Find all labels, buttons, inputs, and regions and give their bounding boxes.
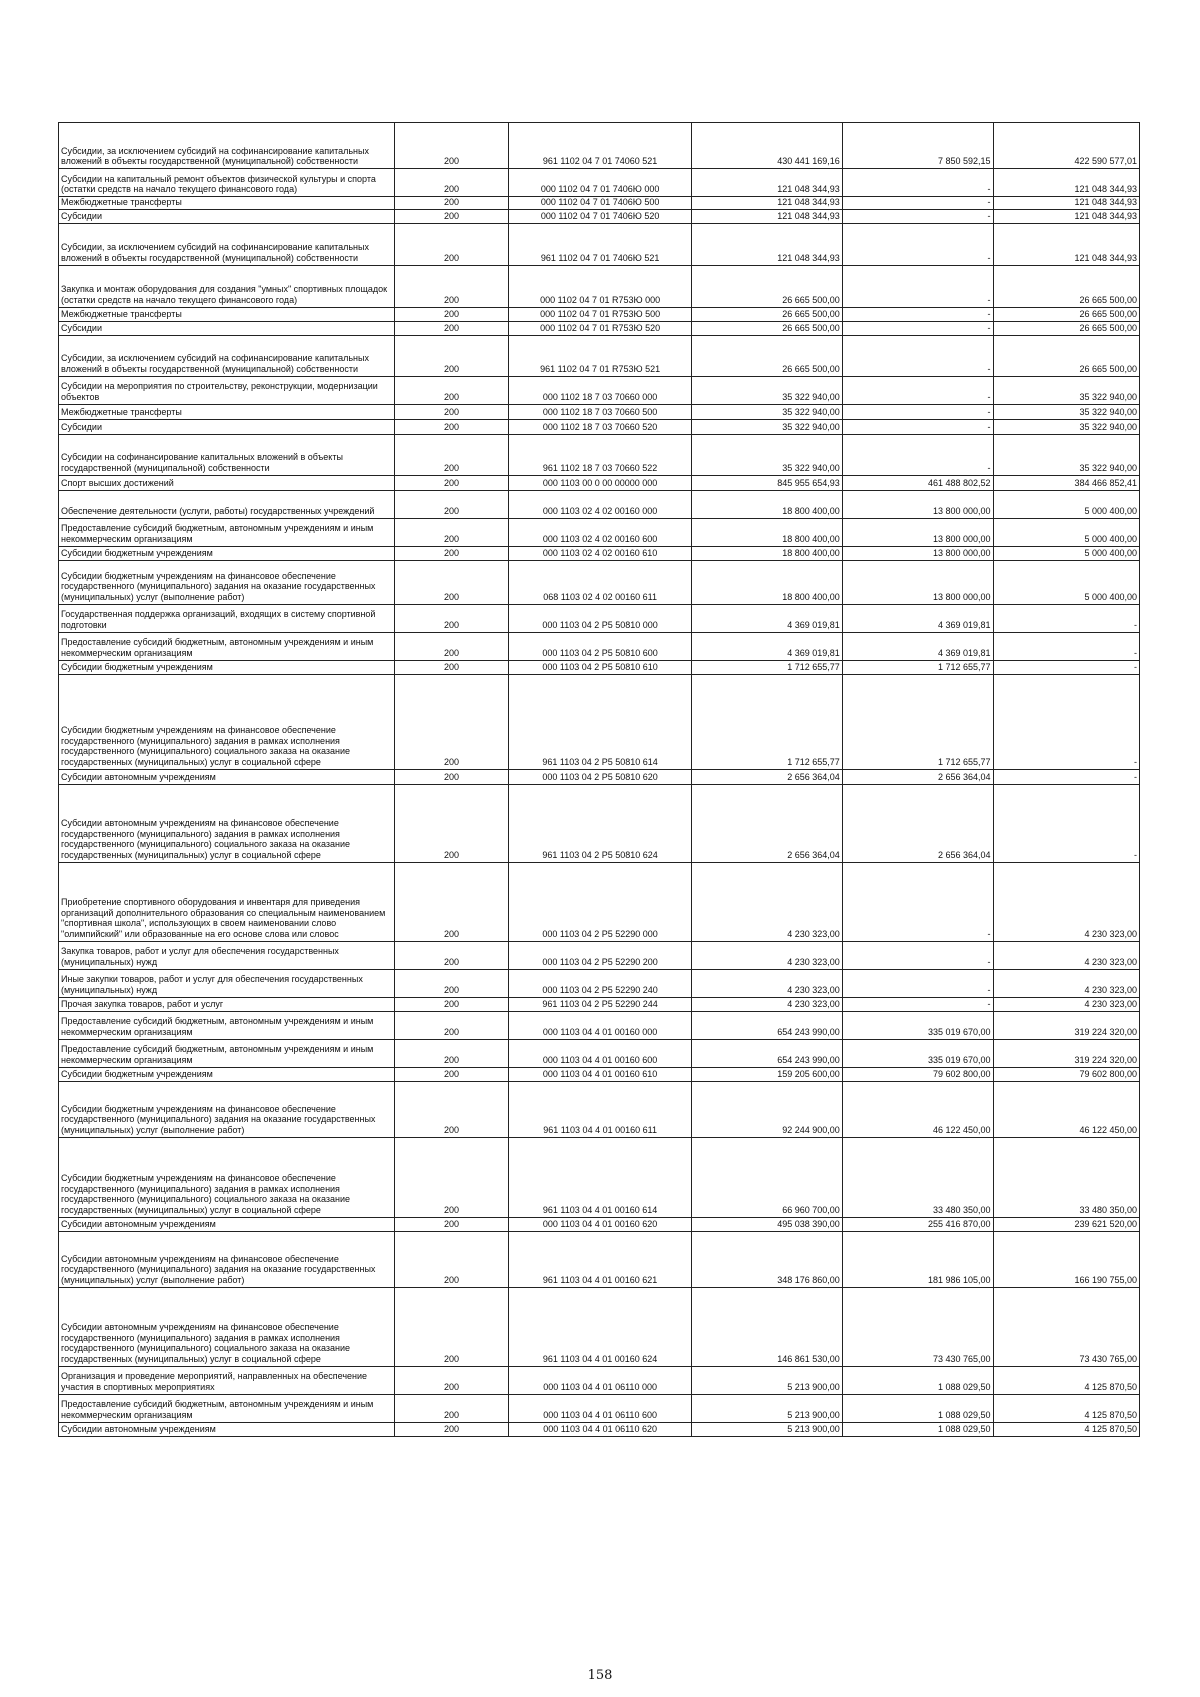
table-row — [59, 1231, 1140, 1287]
row-approved: 26 665 500,00 — [691, 335, 842, 376]
row-unexecuted: 4 125 870,50 — [993, 1394, 1139, 1422]
table-row — [59, 169, 1140, 197]
row-name: Межбюджетные трансферты — [59, 307, 395, 321]
row-unexecuted: 121 048 344,93 — [993, 197, 1139, 210]
row-executed: 13 800 000,00 — [842, 560, 993, 604]
row-name: Субсидии бюджетным учреждениям на финансовое обеспечение государственного (муниципального) задания в рамках исполнения государственного (муниципального) социального заказа на оказание государственных (муниципальных) услуг в социальной сфере — [59, 1137, 395, 1217]
row-approved: 5 213 900,00 — [691, 1422, 842, 1436]
row-approved: 4 230 323,00 — [691, 941, 842, 969]
row-name: Субсидии — [59, 321, 395, 335]
row-approved: 92 244 900,00 — [691, 1081, 842, 1137]
row-unexecuted: - — [993, 784, 1139, 862]
row-kbk: 000 1102 18 7 03 70660 500 — [509, 404, 692, 419]
row-approved: 18 800 400,00 — [691, 560, 842, 604]
row-name: Субсидии, за исключением субсидий на софинансирование капитальных вложений в объекты государственной (муниципальной) собственности — [59, 223, 395, 265]
table-row — [59, 209, 1140, 223]
row-kbk: 000 1103 04 2 P5 50810 600 — [509, 632, 692, 660]
table-row — [59, 307, 1140, 321]
row-name: Субсидии бюджетным учреждениям на финансовое обеспечение государственного (муниципального) задания на оказание государственных (муниципальных) услуг (выполнение работ) — [59, 1081, 395, 1137]
row-executed: 1 088 029,50 — [842, 1394, 993, 1422]
table-row — [59, 969, 1140, 997]
row-unexecuted: 422 590 577,01 — [993, 123, 1139, 169]
row-kbk: 961 1103 04 4 01 00160 611 — [509, 1081, 692, 1137]
row-approved: 35 322 940,00 — [691, 419, 842, 434]
row-unexecuted: - — [993, 632, 1139, 660]
row-code: 200 — [394, 169, 508, 197]
row-executed: 1 088 029,50 — [842, 1422, 993, 1436]
row-kbk: 000 1103 04 4 01 06110 620 — [509, 1422, 692, 1436]
row-code: 200 — [394, 1287, 508, 1366]
row-unexecuted: - — [993, 674, 1139, 769]
row-kbk: 000 1103 02 4 02 00160 600 — [509, 518, 692, 546]
table-row — [59, 419, 1140, 434]
table-row — [59, 197, 1140, 210]
row-kbk: 961 1103 04 4 01 00160 621 — [509, 1231, 692, 1287]
row-name: Иные закупки товаров, работ и услуг для обеспечения государственных (муниципальных) нужд — [59, 969, 395, 997]
row-approved: 18 800 400,00 — [691, 546, 842, 560]
row-code: 200 — [394, 475, 508, 490]
row-unexecuted: 5 000 400,00 — [993, 546, 1139, 560]
row-name: Предоставление субсидий бюджетным, автономным учреждениям и иным некоммерческим организациям — [59, 1011, 395, 1039]
row-name: Субсидии бюджетным учреждениям на финансовое обеспечение государственного (муниципального) задания на оказание государственных (муниципальных) услуг (выполнение работ) — [59, 560, 395, 604]
row-approved: 146 861 530,00 — [691, 1287, 842, 1366]
row-executed: - — [842, 265, 993, 307]
row-executed: 4 369 019,81 — [842, 604, 993, 632]
row-code: 200 — [394, 546, 508, 560]
row-unexecuted: 26 665 500,00 — [993, 307, 1139, 321]
table-row — [59, 376, 1140, 404]
row-name: Субсидии автономным учреждениям на финансовое обеспечение государственного (муниципального) задания в рамках исполнения государственного (муниципального) социального заказа на оказание государственных (муниципальных) услуг в социальной сфере — [59, 1287, 395, 1366]
row-approved: 4 230 323,00 — [691, 862, 842, 941]
row-code: 200 — [394, 434, 508, 475]
table-row — [59, 335, 1140, 376]
row-name: Субсидии на мероприятия по строительству, реконструкции, модернизации объектов — [59, 376, 395, 404]
row-kbk: 961 1103 04 2 P5 50810 614 — [509, 674, 692, 769]
row-unexecuted: 4 230 323,00 — [993, 969, 1139, 997]
row-approved: 18 800 400,00 — [691, 518, 842, 546]
row-code: 200 — [394, 969, 508, 997]
row-name: Приобретение спортивного оборудования и инвентаря для приведения организаций дополнительного образования со специальным наименованием "спортивная школа", использующих в своем наименовании слово "олимпийский" или образованные на его основе слова или словос — [59, 862, 395, 941]
row-kbk: 961 1102 04 7 01 74060 521 — [509, 123, 692, 169]
row-approved: 26 665 500,00 — [691, 307, 842, 321]
row-code: 200 — [394, 632, 508, 660]
row-code: 200 — [394, 997, 508, 1011]
budget-table-sheet — [58, 122, 1140, 1437]
row-approved: 1 712 655,77 — [691, 674, 842, 769]
table-row — [59, 1394, 1140, 1422]
row-executed: 2 656 364,04 — [842, 769, 993, 784]
row-approved: 1 712 655,77 — [691, 660, 842, 674]
row-approved: 654 243 990,00 — [691, 1039, 842, 1067]
row-unexecuted: 239 621 520,00 — [993, 1217, 1139, 1231]
row-executed: - — [842, 321, 993, 335]
row-kbk: 961 1103 04 4 01 00160 624 — [509, 1287, 692, 1366]
row-approved: 2 656 364,04 — [691, 769, 842, 784]
row-executed: - — [842, 223, 993, 265]
row-kbk: 000 1103 04 4 01 00160 610 — [509, 1067, 692, 1081]
row-unexecuted: 33 480 350,00 — [993, 1137, 1139, 1217]
row-unexecuted: 35 322 940,00 — [993, 419, 1139, 434]
row-code: 200 — [394, 1394, 508, 1422]
row-kbk: 068 1103 02 4 02 00160 611 — [509, 560, 692, 604]
row-name: Субсидии — [59, 419, 395, 434]
row-unexecuted: - — [993, 769, 1139, 784]
row-kbk: 000 1102 04 7 01 R753Ю 520 — [509, 321, 692, 335]
row-approved: 159 205 600,00 — [691, 1067, 842, 1081]
row-approved: 4 369 019,81 — [691, 632, 842, 660]
row-approved: 4 369 019,81 — [691, 604, 842, 632]
table-row — [59, 769, 1140, 784]
row-code: 200 — [394, 560, 508, 604]
row-executed: - — [842, 862, 993, 941]
table-row — [59, 632, 1140, 660]
row-code: 200 — [394, 490, 508, 518]
row-kbk: 000 1103 04 4 01 06110 000 — [509, 1366, 692, 1394]
row-executed: 13 800 000,00 — [842, 518, 993, 546]
row-kbk: 961 1102 04 7 01 R753Ю 521 — [509, 335, 692, 376]
row-unexecuted: 26 665 500,00 — [993, 335, 1139, 376]
row-executed: - — [842, 335, 993, 376]
row-code: 200 — [394, 1081, 508, 1137]
row-name: Закупка товаров, работ и услуг для обеспечения государственных (муниципальных) нужд — [59, 941, 395, 969]
row-name: Субсидии, за исключением субсидий на софинансирование капитальных вложений в объекты государственной (муниципальной) собственности — [59, 123, 395, 169]
row-approved: 4 230 323,00 — [691, 969, 842, 997]
row-name: Субсидии бюджетным учреждениям — [59, 660, 395, 674]
row-code: 200 — [394, 307, 508, 321]
row-kbk: 000 1102 04 7 01 R753Ю 500 — [509, 307, 692, 321]
row-kbk: 000 1103 04 2 P5 52290 240 — [509, 969, 692, 997]
row-kbk: 000 1102 04 7 01 R753Ю 000 — [509, 265, 692, 307]
row-executed: - — [842, 419, 993, 434]
row-name: Организация и проведение мероприятий, направленных на обеспечение участия в спортивных мероприятиях — [59, 1366, 395, 1394]
row-code: 200 — [394, 321, 508, 335]
row-code: 200 — [394, 862, 508, 941]
row-code: 200 — [394, 1067, 508, 1081]
row-name: Субсидии — [59, 209, 395, 223]
row-name: Обеспечение деятельности (услуги, работы) государственных учреждений — [59, 490, 395, 518]
table-row — [59, 1366, 1140, 1394]
row-code: 200 — [394, 674, 508, 769]
table-row — [59, 1217, 1140, 1231]
row-unexecuted: 46 122 450,00 — [993, 1081, 1139, 1137]
table-row — [59, 862, 1140, 941]
row-approved: 5 213 900,00 — [691, 1394, 842, 1422]
row-kbk: 000 1103 04 2 P5 50810 620 — [509, 769, 692, 784]
row-unexecuted: 73 430 765,00 — [993, 1287, 1139, 1366]
row-unexecuted: 26 665 500,00 — [993, 321, 1139, 335]
row-approved: 35 322 940,00 — [691, 404, 842, 419]
row-approved: 121 048 344,93 — [691, 197, 842, 210]
row-code: 200 — [394, 419, 508, 434]
row-code: 200 — [394, 784, 508, 862]
row-kbk: 000 1103 04 4 01 06110 600 — [509, 1394, 692, 1422]
row-unexecuted: 4 125 870,50 — [993, 1422, 1139, 1436]
row-executed: 335 019 670,00 — [842, 1039, 993, 1067]
row-kbk: 000 1103 00 0 00 00000 000 — [509, 475, 692, 490]
row-executed: - — [842, 997, 993, 1011]
row-executed: 1 088 029,50 — [842, 1366, 993, 1394]
row-kbk: 000 1102 18 7 03 70660 520 — [509, 419, 692, 434]
table-row — [59, 490, 1140, 518]
row-approved: 18 800 400,00 — [691, 490, 842, 518]
row-kbk: 000 1103 04 2 P5 52290 000 — [509, 862, 692, 941]
table-row — [59, 1039, 1140, 1067]
row-code: 200 — [394, 1011, 508, 1039]
row-approved: 121 048 344,93 — [691, 169, 842, 197]
budget-execution-table — [58, 122, 1140, 1437]
table-row — [59, 1067, 1140, 1081]
row-name: Субсидии на софинансирование капитальных вложений в объекты государственной (муниципальной) собственности — [59, 434, 395, 475]
row-name: Субсидии автономным учреждениям — [59, 1217, 395, 1231]
row-kbk: 000 1103 04 2 P5 50810 000 — [509, 604, 692, 632]
table-row — [59, 941, 1140, 969]
row-name: Межбюджетные трансферты — [59, 404, 395, 419]
row-code: 200 — [394, 376, 508, 404]
table-row — [59, 604, 1140, 632]
table-row — [59, 1011, 1140, 1039]
row-code: 200 — [394, 123, 508, 169]
row-unexecuted: 5 000 400,00 — [993, 490, 1139, 518]
row-unexecuted: 319 224 320,00 — [993, 1039, 1139, 1067]
row-code: 200 — [394, 265, 508, 307]
table-row — [59, 321, 1140, 335]
row-approved: 26 665 500,00 — [691, 321, 842, 335]
row-name: Субсидии автономным учреждениям — [59, 769, 395, 784]
row-executed: - — [842, 197, 993, 210]
row-code: 200 — [394, 1137, 508, 1217]
row-name: Субсидии бюджетным учреждениям на финансовое обеспечение государственного (муниципального) задания в рамках исполнения государственного (муниципального) социального заказа на оказание государственных (муниципальных) услуг в социальной сфере — [59, 674, 395, 769]
row-name: Субсидии автономным учреждениям на финансовое обеспечение государственного (муниципального) задания в рамках исполнения государственного (муниципального) социального заказа на оказание государственных (муниципальных) услуг в социальной сфере — [59, 784, 395, 862]
row-executed: 46 122 450,00 — [842, 1081, 993, 1137]
row-kbk: 000 1103 04 4 01 00160 600 — [509, 1039, 692, 1067]
row-unexecuted: 79 602 800,00 — [993, 1067, 1139, 1081]
row-executed: - — [842, 434, 993, 475]
row-unexecuted: - — [993, 660, 1139, 674]
row-name: Предоставление субсидий бюджетным, автономным учреждениям и иным некоммерческим организациям — [59, 1394, 395, 1422]
row-unexecuted: 35 322 940,00 — [993, 404, 1139, 419]
row-kbk: 000 1102 04 7 01 7406Ю 500 — [509, 197, 692, 210]
row-executed: 13 800 000,00 — [842, 546, 993, 560]
row-kbk: 961 1102 04 7 01 7406Ю 521 — [509, 223, 692, 265]
table-row — [59, 434, 1140, 475]
table-row — [59, 1137, 1140, 1217]
row-code: 200 — [394, 518, 508, 546]
row-unexecuted: 4 230 323,00 — [993, 941, 1139, 969]
row-unexecuted: 35 322 940,00 — [993, 376, 1139, 404]
row-kbk: 961 1103 04 2 P5 52290 244 — [509, 997, 692, 1011]
row-name: Субсидии на капитальный ремонт объектов физической культуры и спорта (остатки средств на начало текущего финансового года) — [59, 169, 395, 197]
row-unexecuted: 5 000 400,00 — [993, 560, 1139, 604]
row-executed: - — [842, 969, 993, 997]
row-executed: 73 430 765,00 — [842, 1287, 993, 1366]
row-unexecuted: 121 048 344,93 — [993, 223, 1139, 265]
row-kbk: 000 1103 02 4 02 00160 610 — [509, 546, 692, 560]
row-unexecuted: 319 224 320,00 — [993, 1011, 1139, 1039]
row-code: 200 — [394, 941, 508, 969]
row-approved: 4 230 323,00 — [691, 997, 842, 1011]
row-executed: - — [842, 307, 993, 321]
row-code: 200 — [394, 404, 508, 419]
row-unexecuted: 166 190 755,00 — [993, 1231, 1139, 1287]
row-code: 200 — [394, 209, 508, 223]
table-row — [59, 560, 1140, 604]
row-name: Закупка и монтаж оборудования для создания "умных" спортивных площадок (остатки средств на начало текущего финансового года) — [59, 265, 395, 307]
row-code: 200 — [394, 660, 508, 674]
row-name: Государственная поддержка организаций, входящих в систему спортивной подготовки — [59, 604, 395, 632]
row-executed: - — [842, 209, 993, 223]
row-executed: - — [842, 404, 993, 419]
table-row — [59, 475, 1140, 490]
row-approved: 654 243 990,00 — [691, 1011, 842, 1039]
row-approved: 5 213 900,00 — [691, 1366, 842, 1394]
row-approved: 845 955 654,93 — [691, 475, 842, 490]
row-kbk: 000 1102 18 7 03 70660 000 — [509, 376, 692, 404]
row-name: Межбюджетные трансферты — [59, 197, 395, 210]
row-code: 200 — [394, 1039, 508, 1067]
row-code: 200 — [394, 1231, 508, 1287]
row-executed: 7 850 592,15 — [842, 123, 993, 169]
row-unexecuted: 121 048 344,93 — [993, 209, 1139, 223]
row-approved: 35 322 940,00 — [691, 376, 842, 404]
row-name: Субсидии автономным учреждениям — [59, 1422, 395, 1436]
row-unexecuted: 4 230 323,00 — [993, 862, 1139, 941]
row-executed: - — [842, 169, 993, 197]
row-kbk: 961 1102 18 7 03 70660 522 — [509, 434, 692, 475]
row-approved: 121 048 344,93 — [691, 223, 842, 265]
table-row — [59, 223, 1140, 265]
row-kbk: 000 1103 04 4 01 00160 620 — [509, 1217, 692, 1231]
row-executed: 4 369 019,81 — [842, 632, 993, 660]
row-executed: 13 800 000,00 — [842, 490, 993, 518]
row-name: Субсидии бюджетным учреждениям — [59, 1067, 395, 1081]
row-unexecuted: 4 230 323,00 — [993, 997, 1139, 1011]
table-row — [59, 1287, 1140, 1366]
row-name: Предоставление субсидий бюджетным, автономным учреждениям и иным некоммерческим организациям — [59, 1039, 395, 1067]
table-row — [59, 784, 1140, 862]
row-approved: 121 048 344,93 — [691, 209, 842, 223]
row-name: Прочая закупка товаров, работ и услуг — [59, 997, 395, 1011]
row-name: Субсидии автономным учреждениям на финансовое обеспечение государственного (муниципального) задания на оказание государственных (муниципальных) услуг (выполнение работ) — [59, 1231, 395, 1287]
row-executed: 1 712 655,77 — [842, 674, 993, 769]
row-approved: 348 176 860,00 — [691, 1231, 842, 1287]
row-executed: 335 019 670,00 — [842, 1011, 993, 1039]
table-row — [59, 123, 1140, 169]
row-approved: 495 038 390,00 — [691, 1217, 842, 1231]
row-kbk: 000 1103 04 2 P5 52290 200 — [509, 941, 692, 969]
table-row — [59, 518, 1140, 546]
row-name: Предоставление субсидий бюджетным, автономным учреждениям и иным некоммерческим организациям — [59, 632, 395, 660]
row-executed: 79 602 800,00 — [842, 1067, 993, 1081]
row-approved: 66 960 700,00 — [691, 1137, 842, 1217]
row-approved: 2 656 364,04 — [691, 784, 842, 862]
row-unexecuted: 35 322 940,00 — [993, 434, 1139, 475]
row-kbk: 000 1102 04 7 01 7406Ю 000 — [509, 169, 692, 197]
table-row — [59, 997, 1140, 1011]
row-approved: 430 441 169,16 — [691, 123, 842, 169]
row-kbk: 000 1103 04 4 01 00160 000 — [509, 1011, 692, 1039]
table-row — [59, 1422, 1140, 1436]
table-row — [59, 1081, 1140, 1137]
row-executed: 181 986 105,00 — [842, 1231, 993, 1287]
row-executed: 2 656 364,04 — [842, 784, 993, 862]
row-code: 200 — [394, 1366, 508, 1394]
row-code: 200 — [394, 223, 508, 265]
row-kbk: 000 1103 02 4 02 00160 000 — [509, 490, 692, 518]
row-code: 200 — [394, 335, 508, 376]
row-unexecuted: 26 665 500,00 — [993, 265, 1139, 307]
row-kbk: 961 1103 04 4 01 00160 614 — [509, 1137, 692, 1217]
row-name: Субсидии бюджетным учреждениям — [59, 546, 395, 560]
row-executed: 255 416 870,00 — [842, 1217, 993, 1231]
row-executed: 1 712 655,77 — [842, 660, 993, 674]
row-kbk: 000 1102 04 7 01 7406Ю 520 — [509, 209, 692, 223]
row-code: 200 — [394, 1217, 508, 1231]
row-code: 200 — [394, 197, 508, 210]
row-code: 200 — [394, 604, 508, 632]
table-row — [59, 265, 1140, 307]
row-unexecuted: 5 000 400,00 — [993, 518, 1139, 546]
row-kbk: 961 1103 04 2 P5 50810 624 — [509, 784, 692, 862]
row-unexecuted: 121 048 344,93 — [993, 169, 1139, 197]
table-row — [59, 546, 1140, 560]
row-name: Спорт высших достижений — [59, 475, 395, 490]
row-unexecuted: - — [993, 604, 1139, 632]
table-body — [59, 123, 1140, 1437]
row-executed: 33 480 350,00 — [842, 1137, 993, 1217]
table-row — [59, 660, 1140, 674]
row-name: Предоставление субсидий бюджетным, автономным учреждениям и иным некоммерческим организациям — [59, 518, 395, 546]
row-name: Субсидии, за исключением субсидий на софинансирование капитальных вложений в объекты государственной (муниципальной) собственности — [59, 335, 395, 376]
row-approved: 26 665 500,00 — [691, 265, 842, 307]
row-executed: - — [842, 941, 993, 969]
row-unexecuted: 384 466 852,41 — [993, 475, 1139, 490]
page-number: 158 — [587, 1668, 613, 1683]
row-executed: - — [842, 376, 993, 404]
row-executed: 461 488 802,52 — [842, 475, 993, 490]
row-unexecuted: 4 125 870,50 — [993, 1366, 1139, 1394]
row-approved: 35 322 940,00 — [691, 434, 842, 475]
table-row — [59, 674, 1140, 769]
table-row — [59, 404, 1140, 419]
row-code: 200 — [394, 1422, 508, 1436]
row-code: 200 — [394, 769, 508, 784]
row-kbk: 000 1103 04 2 P5 50810 610 — [509, 660, 692, 674]
